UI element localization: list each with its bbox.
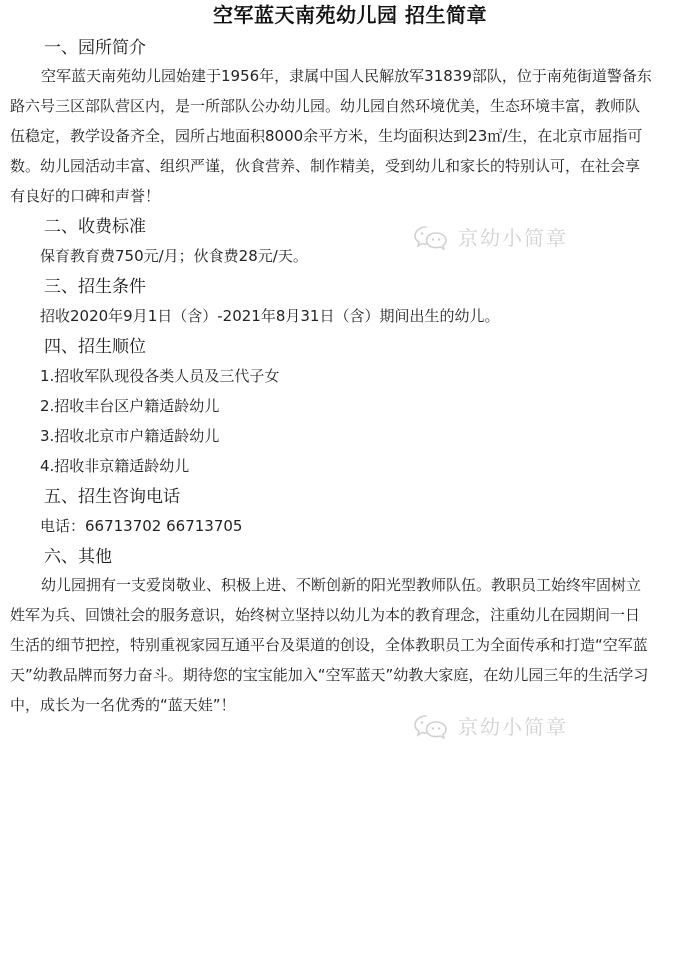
other-line: 生活的细节把控，特别重视家园互通平台及渠道的创设，全体教职员工为全面传承和打造“空军蓝	[10, 636, 648, 654]
order-item: 3.招收北京市户籍适龄幼儿	[40, 427, 220, 445]
page-title: 空军蓝天南苑幼儿园 招生简章	[213, 3, 487, 27]
intro-line: 数。幼儿园活动丰富、组织严谨，伙食营养、制作精美，受到幼儿和家长的特别认可，在社会享	[10, 157, 641, 175]
watermark	[414, 222, 568, 251]
intro-line: 空军蓝天南苑幼儿园始建于1956年，隶属中国人民解放军31839部队，位于南苑街道警备东	[41, 67, 652, 85]
other-paragraph	[10, 570, 688, 720]
intro-paragraph	[10, 61, 688, 211]
section-heading-order: 四、招生顺位	[44, 337, 146, 357]
section-heading-other: 六、其他	[44, 547, 112, 567]
section-heading-fees: 二、收费标准	[44, 217, 146, 237]
intro-line: 伍稳定，教学设备齐全，园所占地面积8000余平方米，生均面积达到23㎡/生，在北京市屈指可	[10, 127, 643, 145]
watermark-text: 京幼小简章	[458, 715, 568, 739]
contact-phone: 电话：66713702 66713705	[40, 517, 243, 535]
section-heading-intro: 一、园所简介	[44, 38, 146, 58]
intro-line: 有良好的口碑和声誉！	[10, 187, 161, 205]
watermark	[414, 711, 568, 740]
order-item: 4.招收非京籍适龄幼儿	[40, 457, 190, 475]
intro-line: 路六号三区部队营区内，是一所部队公办幼儿园。幼儿园自然环境优美，生态环境丰富，教师队	[10, 97, 641, 115]
section-heading-conditions: 三、招生条件	[44, 277, 146, 297]
other-line: 天”幼教品牌而努力奋斗。期待您的宝宝能加入“空军蓝天”幼教大家庭，在幼儿园三年的生活学习	[10, 666, 649, 684]
other-line: 姓军为兵、回馈社会的服务意识，始终树立坚持以幼儿为本的教育理念，注重幼儿在园期间一日	[10, 606, 641, 624]
wechat-logo-icon	[414, 713, 448, 739]
fees-text: 保育教育费750元/月；伙食费28元/天。	[40, 247, 308, 265]
watermark-text: 京幼小简章	[458, 226, 568, 250]
other-line: 幼儿园拥有一支爱岗敬业、积极上进、不断创新的阳光型教师队伍。教职员工始终牢固树立	[41, 576, 642, 594]
order-item: 1.招收军队现役各类人员及三代子女	[40, 367, 280, 385]
other-line: 中，成长为一名优秀的“蓝天娃”！	[10, 696, 236, 714]
conditions-text: 招收2020年9月1日（含）-2021年8月31日（含）期间出生的幼儿。	[40, 307, 500, 325]
section-heading-contact: 五、招生咨询电话	[44, 487, 180, 507]
wechat-logo-icon	[414, 224, 448, 250]
order-item: 2.招收丰台区户籍适龄幼儿	[40, 397, 220, 415]
